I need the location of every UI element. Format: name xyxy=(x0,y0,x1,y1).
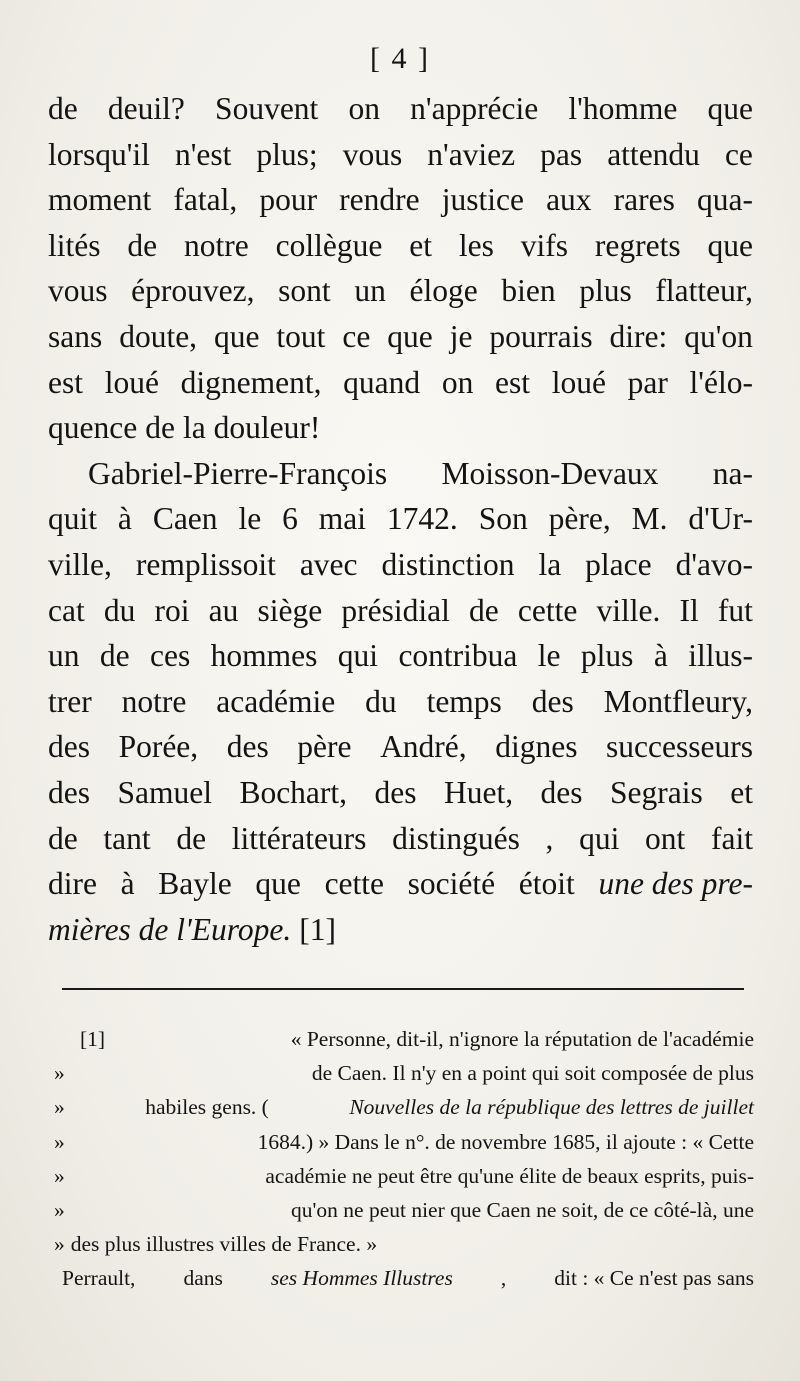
word: que xyxy=(255,866,301,902)
word: bien xyxy=(501,273,556,309)
word: distingués xyxy=(392,820,520,856)
word: de xyxy=(99,638,130,674)
word: Porée, xyxy=(118,729,199,765)
word: aux xyxy=(546,182,592,218)
word: tant xyxy=(103,820,151,856)
word: on xyxy=(348,91,380,126)
word: trer xyxy=(48,683,92,719)
text-line xyxy=(48,132,753,178)
word: Segrais xyxy=(610,774,703,810)
word: dignes xyxy=(495,729,578,765)
text-line xyxy=(48,816,753,862)
word: vous xyxy=(342,136,403,172)
text-line xyxy=(48,451,753,497)
word: fait xyxy=(710,820,753,856)
word: par xyxy=(627,364,668,400)
word: siège xyxy=(257,592,323,628)
word: Samuel xyxy=(117,774,212,810)
word: la xyxy=(182,410,206,446)
word: lités xyxy=(48,227,101,263)
word: douleur! xyxy=(213,410,321,446)
footnote-segment: dans xyxy=(183,1266,223,1291)
word: vous xyxy=(48,273,108,309)
word: loué xyxy=(551,364,606,400)
word: n'aviez xyxy=(427,136,516,172)
word: présidial xyxy=(341,592,450,628)
word: quit xyxy=(48,501,98,537)
word: rendre xyxy=(339,182,420,218)
word: et xyxy=(730,774,753,810)
word: Bayle xyxy=(158,866,232,902)
footnote-line xyxy=(54,1261,754,1295)
footnote-line xyxy=(54,1159,754,1193)
word: étoit xyxy=(518,866,575,902)
word: que xyxy=(213,318,260,354)
word: une des pre- xyxy=(598,866,753,902)
word: de xyxy=(127,227,158,263)
word: Son xyxy=(478,501,528,537)
footnote-segment: ses Hommes Illustres xyxy=(270,1266,453,1291)
word: qu'on xyxy=(684,318,753,354)
word: cette xyxy=(517,592,578,628)
text-line xyxy=(48,724,753,770)
word: justice xyxy=(441,182,524,218)
word: deuil? xyxy=(107,91,185,126)
word: place xyxy=(585,546,652,582)
footnote-segment: de Caen. Il n'y en a point qui soit composée de plus xyxy=(311,1061,754,1086)
word: que xyxy=(707,91,753,126)
word: plus xyxy=(580,638,634,674)
footnote-segment: 1684.) » Dans le n°. de novembre 1685, il ajoute : « Cette xyxy=(257,1129,754,1154)
footnote-line xyxy=(54,1022,754,1056)
word: qui xyxy=(337,638,379,674)
footnote-segment: » xyxy=(54,1095,65,1120)
word: des xyxy=(48,729,90,765)
word: n'apprécie xyxy=(410,91,539,126)
word: ville, xyxy=(48,546,112,582)
footnote-segment: , xyxy=(500,1266,507,1291)
word: au xyxy=(208,592,239,628)
word: père, xyxy=(548,501,611,537)
word: flatteur, xyxy=(655,273,753,309)
footnote-segment: » xyxy=(54,1197,65,1222)
word: à xyxy=(117,501,132,537)
word: plus; xyxy=(256,136,318,172)
word: dignement, xyxy=(180,364,322,400)
footnote-segment: « Personne, dit-il, n'ignore la réputation de l'académie xyxy=(290,1027,754,1051)
text-line xyxy=(48,177,753,223)
word: illus- xyxy=(688,638,753,674)
footnote-line xyxy=(54,1090,754,1124)
text-line xyxy=(48,405,753,451)
footnote-segment: habiles gens. ( xyxy=(145,1095,269,1120)
word: 1742. xyxy=(386,501,458,537)
word: Huet, xyxy=(443,774,514,810)
word: collègue xyxy=(275,227,383,263)
word: de xyxy=(48,91,78,126)
word: un xyxy=(354,273,386,309)
word: distinction xyxy=(381,546,515,582)
word: du xyxy=(103,592,136,628)
word: pas xyxy=(540,136,583,172)
word: de xyxy=(176,820,207,856)
word: que xyxy=(707,227,753,263)
text-line xyxy=(48,86,753,132)
word: sans xyxy=(48,318,103,354)
word: le xyxy=(238,501,262,537)
text-line xyxy=(48,542,753,588)
word: cat xyxy=(48,592,85,628)
word: ce xyxy=(724,136,753,172)
text-line xyxy=(48,223,753,269)
footnote-rule xyxy=(62,988,744,990)
word: les xyxy=(458,227,494,263)
footnote-line xyxy=(54,1056,754,1090)
word: ont xyxy=(645,820,686,856)
word: remplissoit xyxy=(135,546,276,582)
word: fatal, xyxy=(173,182,238,218)
word: des xyxy=(48,774,90,810)
word: avec xyxy=(299,546,358,582)
word: quand xyxy=(343,364,421,400)
word: que xyxy=(387,318,433,354)
word: le xyxy=(537,638,561,674)
word: des xyxy=(374,774,417,810)
footnote-segment: » xyxy=(54,1129,65,1154)
word: moment xyxy=(48,182,152,218)
word: à xyxy=(653,638,668,674)
footnote-segment: Nouvelles de la république des lettres de juillet xyxy=(349,1095,754,1120)
word: littérateurs xyxy=(231,820,367,856)
footnote-segment: [1] xyxy=(80,1027,106,1051)
word: [1] xyxy=(299,911,336,947)
word: attendu xyxy=(607,136,700,172)
word: dire xyxy=(48,866,97,902)
word: notre xyxy=(121,683,187,719)
word: rares xyxy=(613,182,675,218)
word: sont xyxy=(278,273,331,309)
word: Bochart, xyxy=(239,774,348,810)
word: doute, xyxy=(119,318,198,354)
word: , xyxy=(545,820,554,856)
word: fut xyxy=(717,592,753,628)
page-number: [ 4 ] xyxy=(370,42,430,75)
word: Gabriel-Pierre-François xyxy=(88,455,388,491)
word: la xyxy=(538,546,562,582)
footnote-segment: Perrault, xyxy=(62,1266,136,1291)
word: dire: xyxy=(609,318,668,354)
text-line xyxy=(48,861,753,907)
word: vifs xyxy=(520,227,568,263)
word: à xyxy=(120,866,135,902)
word: pour xyxy=(259,182,318,218)
word: qua- xyxy=(696,182,753,218)
text-line xyxy=(48,633,753,679)
word: un xyxy=(48,638,80,674)
word: ce xyxy=(342,318,371,354)
word: Il xyxy=(679,592,699,628)
text-line xyxy=(48,770,753,816)
word: on xyxy=(441,364,474,400)
word: des xyxy=(226,729,269,765)
footnote-line xyxy=(54,1227,754,1261)
main-text xyxy=(48,86,753,952)
word: Montfleury, xyxy=(603,683,753,719)
word: Moisson-Devaux xyxy=(441,455,659,491)
word: quence xyxy=(48,410,138,446)
text-line xyxy=(48,268,753,314)
word: na- xyxy=(712,455,753,491)
footnote-segment: » xyxy=(54,1163,65,1188)
text-line xyxy=(48,360,753,406)
word: notre xyxy=(184,227,249,263)
word: et xyxy=(409,227,432,263)
word: hommes xyxy=(210,638,318,674)
word: successeurs xyxy=(606,729,753,765)
word: tout xyxy=(276,318,326,354)
word: Caen xyxy=(152,501,218,537)
word: André, xyxy=(380,729,467,765)
footnote-segment: académie ne peut être qu'une élite de beaux esprits, puis- xyxy=(265,1163,754,1188)
word: pourrais xyxy=(489,318,593,354)
word: de xyxy=(48,820,78,856)
word: du xyxy=(365,683,397,719)
footnote-segment: » xyxy=(54,1061,65,1086)
word: qui xyxy=(579,820,620,856)
word: l'homme xyxy=(568,91,678,126)
word: lorsqu'il xyxy=(48,136,150,172)
footnote-line xyxy=(54,1193,754,1227)
word: 6 xyxy=(282,501,298,537)
footnote-segment: » xyxy=(54,1232,65,1257)
word: je xyxy=(449,318,473,354)
word: temps xyxy=(426,683,502,719)
text-line xyxy=(48,907,753,953)
text-line xyxy=(48,679,753,725)
word: de xyxy=(469,592,499,628)
text-line xyxy=(48,314,753,360)
word: ces xyxy=(150,638,191,674)
word: cette xyxy=(324,866,385,902)
word: regrets xyxy=(594,227,681,263)
text-line xyxy=(48,588,753,634)
word: ville. xyxy=(596,592,661,628)
word: loué xyxy=(104,364,159,400)
word: éloge xyxy=(409,273,478,309)
footnote-line xyxy=(54,1125,754,1159)
word: académie xyxy=(216,683,336,719)
word: n'est xyxy=(174,136,232,172)
word: est xyxy=(48,364,83,400)
word: mières de l'Europe. xyxy=(48,911,292,947)
word: M. xyxy=(631,501,668,537)
word: est xyxy=(495,364,530,400)
word: des xyxy=(540,774,583,810)
word: d'avo- xyxy=(675,546,753,582)
word: plus xyxy=(579,273,632,309)
text-line xyxy=(48,496,753,542)
word: société xyxy=(407,866,496,902)
word: mai xyxy=(318,501,366,537)
footnote-segment: qu'on ne peut nier que Caen ne soit, de ce côté-là, une xyxy=(291,1197,754,1222)
word: des xyxy=(531,683,574,719)
word: de xyxy=(145,410,175,446)
word: d'Ur- xyxy=(688,501,753,537)
word: Souvent xyxy=(215,91,319,126)
word: roi xyxy=(154,592,190,628)
word: l'élo- xyxy=(689,364,753,400)
word: père xyxy=(297,729,352,765)
footnote-segment: dit : « Ce n'est pas sans xyxy=(554,1266,754,1291)
word: éprouvez, xyxy=(131,273,255,309)
footnote xyxy=(54,1022,754,1296)
footnote-segment: des plus illustres villes de France. » xyxy=(70,1232,378,1257)
word: contribua xyxy=(398,638,518,674)
